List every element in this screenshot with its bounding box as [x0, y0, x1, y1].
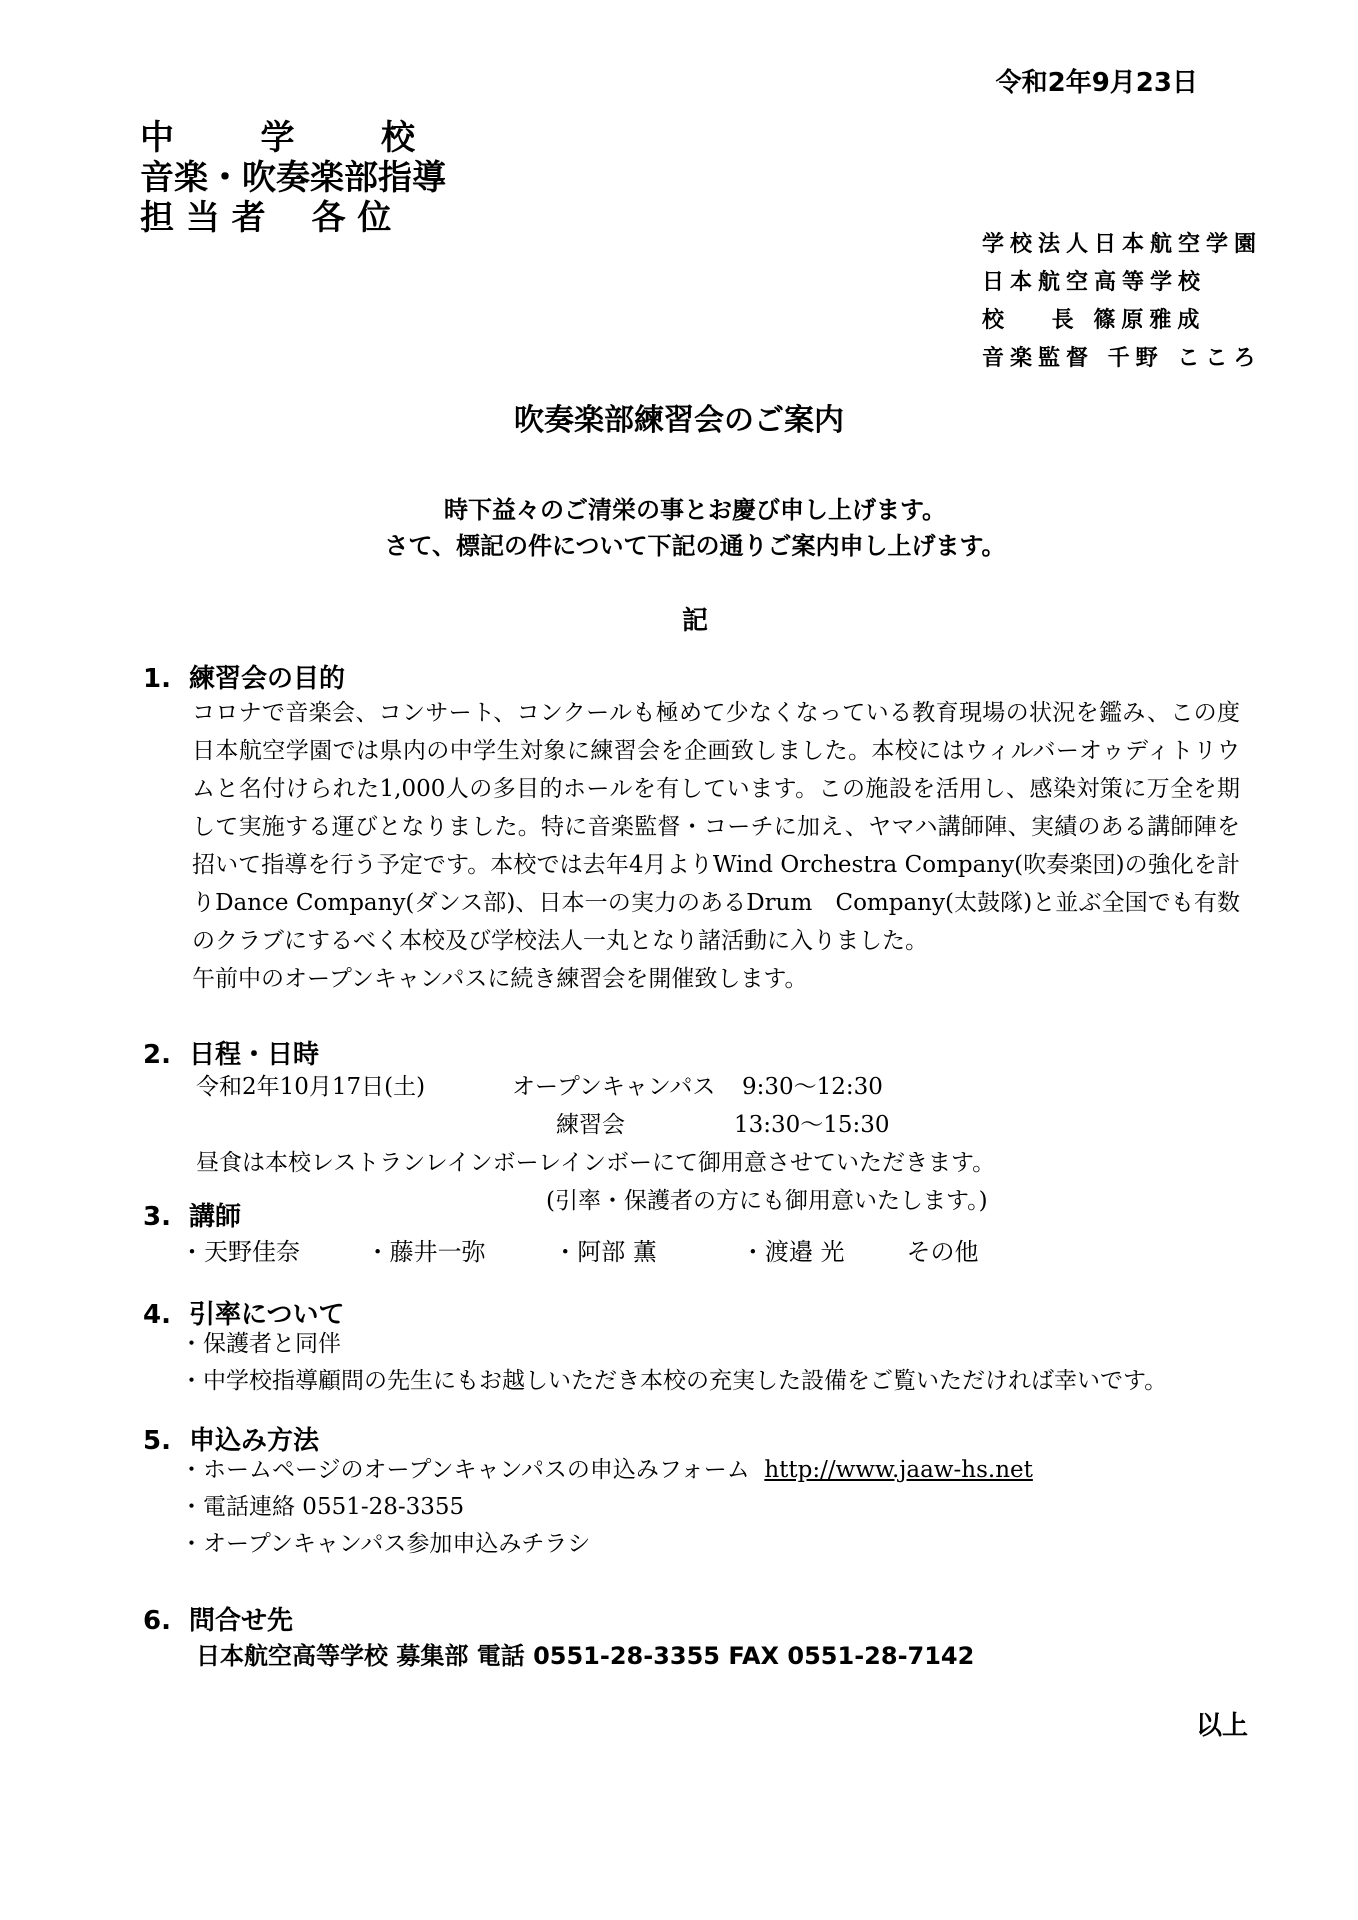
lunch-note: 昼食は本校レストランレインボーレインボーにて御用意させていただきます。	[196, 1150, 996, 1176]
section-heading-3	[143, 1196, 241, 1233]
section-title: 練習会の目的	[189, 664, 346, 694]
apply-list	[180, 1452, 1033, 1563]
schedule-time: 9:30〜12:30	[742, 1074, 883, 1100]
ki-heading: 記	[681, 606, 708, 636]
list-item: ・電話連絡 0551-28-3355	[180, 1494, 465, 1520]
lecturer-name: その他	[906, 1238, 979, 1266]
lecturer-name: ・藤井一弥	[365, 1238, 486, 1266]
sender-block	[982, 226, 1262, 378]
list-item: ・オープンキャンパス参加申込みチラシ	[180, 1531, 591, 1557]
section-title: 申込み方法	[189, 1426, 320, 1456]
section-number: 4.	[143, 1300, 171, 1330]
closing-text: 以上	[1195, 1711, 1248, 1741]
section-title: 引率について	[189, 1300, 345, 1330]
sender-line-3: 校 長 篠原雅成	[982, 308, 1206, 333]
addressee-char: 校	[381, 118, 415, 158]
section-title: 問合せ先	[189, 1606, 294, 1636]
sender-line-4: 音楽監督 千野 こころ	[982, 346, 1262, 371]
schedule-block	[196, 1068, 995, 1220]
schedule-event: オープンキャンパス	[512, 1074, 716, 1100]
contact-info: 日本航空高等学校 募集部 電話 0551-28-3355 FAX 0551-28-7142	[196, 1642, 975, 1670]
schedule-event: 練習会	[556, 1112, 625, 1138]
apply-form-label: ・ホームページのオープンキャンパスの申込みフォーム	[180, 1457, 750, 1483]
lecturer-list	[180, 1232, 979, 1267]
section-heading-2	[143, 1034, 319, 1071]
schedule-date: 令和2年10月17日(土)	[196, 1074, 426, 1100]
list-item: ・保護者と同伴	[180, 1331, 341, 1357]
addressee-char: 中	[140, 118, 174, 158]
document-date: 令和2年9月23日	[995, 68, 1198, 98]
lunch-note-sub: (引率・保護者の方にも御用意いたします。)	[546, 1188, 988, 1214]
schedule-time: 13:30〜15:30	[734, 1112, 890, 1138]
section-number: 1.	[143, 664, 171, 694]
document-title: 吹奏楽部練習会のご案内	[514, 403, 844, 438]
section-heading-1	[143, 658, 345, 695]
schedule-row	[196, 1106, 995, 1144]
section-title: 講師	[189, 1202, 242, 1232]
list-item	[180, 1452, 1033, 1489]
addressee-block	[140, 118, 446, 238]
addressee-line-1	[140, 118, 415, 158]
section-title: 日程・日時	[189, 1040, 320, 1070]
addressee-char: 学	[260, 118, 295, 158]
purpose-paragraph-2: 午前中のオープンキャンパスに続き練習会を開催致します。	[192, 966, 808, 992]
escort-list	[180, 1326, 1167, 1400]
section-number: 5.	[143, 1426, 171, 1456]
lecturer-name: ・渡邉 光	[740, 1238, 845, 1266]
addressee-line-3: 担 当 者 各 位	[140, 198, 392, 238]
purpose-paragraph-1: コロナで音楽会、コンサート、コンクールも極めて少なくなっている教育現場の状況を鑑み、この度日本航空学園では県内の中学生対象に練習会を企画致しました。本校にはウィルバーオゥディトリウムと名付けられた1,000人の多目的ホールを有しています。この施設を活用し、感染対策に万全を期して実施する運びとなりました。特に音楽監督・コーチに加え、ヤマハ講師陣、実績のある講師陣を招いて指導を行う予定です。本校では去年4月よりWind Orchestra Company(吹奏楽団)の強化を計りDance Company(ダンス部)、日本一の実力のあるDrum Company(太鼓隊)と並ぶ全国でも有数のクラブにするべく本校及び学校法人一丸となり諸活動に入りました。	[192, 700, 1240, 954]
addressee-line-2: 音楽・吹奏楽部指導	[140, 158, 446, 198]
greeting-line-1: 時下益々のご清栄の事とお慶び申し上げます。	[443, 496, 947, 524]
schedule-row	[196, 1068, 995, 1106]
lecturer-name: ・阿部 薫	[553, 1238, 657, 1266]
lecturer-name: ・天野佳奈	[180, 1238, 300, 1266]
website-link[interactable]: http://www.jaaw-hs.net	[764, 1457, 1033, 1483]
sender-line-1: 学校法人日本航空学園	[982, 232, 1263, 257]
section-number: 3.	[143, 1202, 171, 1232]
purpose-text	[180, 694, 1240, 998]
list-item: ・中学校指導顧問の先生にもお越しいただき本校の充実した設備をご覧いただければ幸いです。	[180, 1368, 1168, 1394]
section-number: 2.	[143, 1040, 171, 1070]
section-number: 6.	[143, 1606, 171, 1636]
greeting-line-2: さて、標記の件について下記の通りご案内申し上げます。	[384, 532, 1006, 560]
sender-line-2: 日本航空高等学校	[982, 270, 1207, 295]
section-heading-6	[143, 1600, 293, 1637]
